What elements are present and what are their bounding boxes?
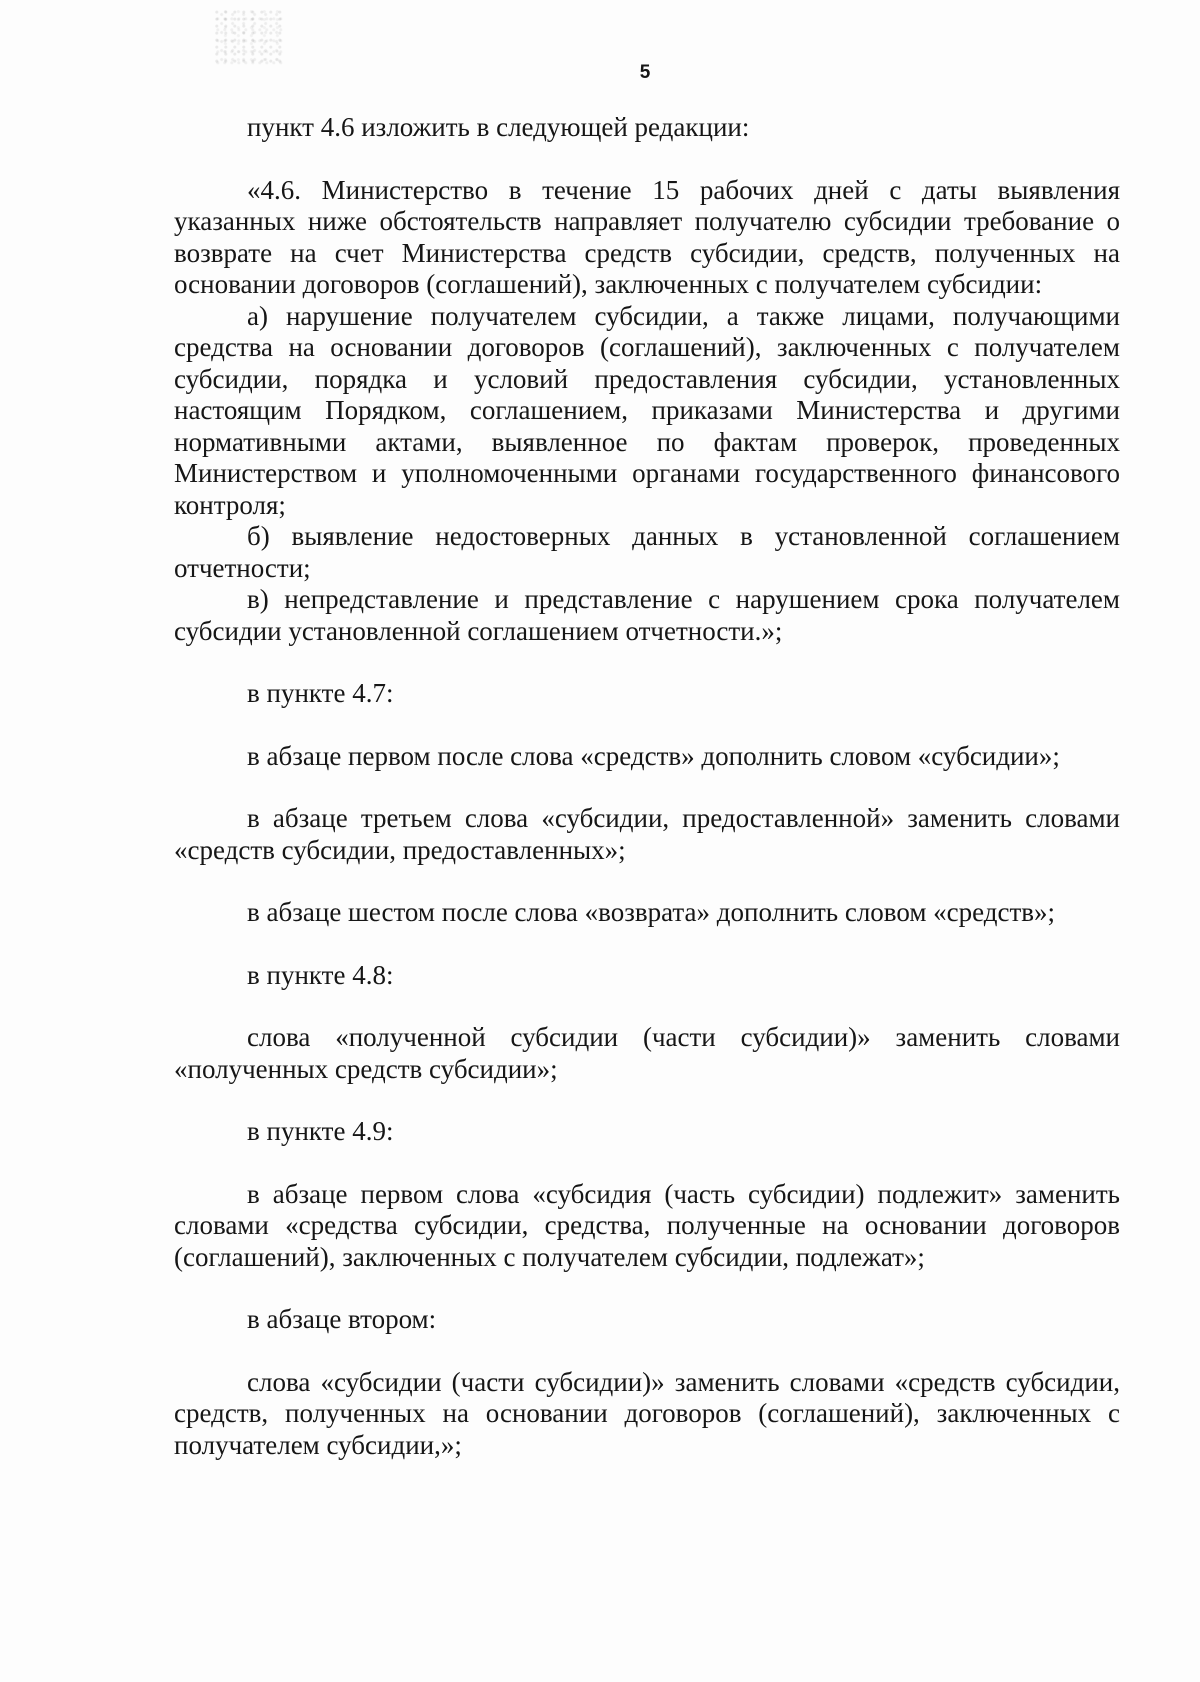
paragraph-point-4-7: в пункте 4.7:	[247, 678, 394, 708]
paragraph-4-9-second-heading: в абзаце втором:	[247, 1304, 437, 1334]
paragraph-4-8-text: слова «полученной субсидии (части субсидии)» заменить словами «полученных средств субсидии»;	[174, 1022, 1120, 1084]
page-number: 5	[639, 62, 651, 83]
paragraph-4-7-sixth: в абзаце шестом после слова «возврата» дополнить словом «средств»;	[247, 897, 1056, 927]
paragraph-4-9-second-text: слова «субсидии (части субсидии)» заменить словами «средств субсидии, средств, полученных на основании договоров (соглашений), заключенных с получателем субсидии,»;	[174, 1366, 1120, 1460]
paragraph-4-9-first: в абзаце первом слова «субсидия (часть субсидии) подлежит» заменить словами «средства субсидии, средства, полученные на основании договоров (соглашений), заключенных с получателем субсидии, подлежат»;	[174, 1178, 1120, 1272]
paragraph-item-a: а) нарушение получателем субсидии, а также лицами, получающими средства на основании договоров (соглашений), заключенных с получателем субсидии, порядка и условий предоставления субсидии, установленных настоящим Порядком, соглашением, приказами Министерства и другими нормативными актами, выявленное по фактам проверок, проведенных Министерством и уполномоченными органами государственного финансового контроля;	[174, 300, 1120, 520]
paragraph-intro-4-6: пункт 4.6 изложить в следующей редакции:	[247, 112, 750, 142]
paragraph-item-v: в) непредставление и представление с нарушением срока получателем субсидии установленной соглашением отчетности.»;	[174, 584, 1120, 646]
paragraph-point-4-9: в пункте 4.9:	[247, 1116, 394, 1146]
paragraph-4-6-text: «4.6. Министерство в течение 15 рабочих дней с даты выявления указанных ниже обстоятельств направляет получателю субсидии требование о возврате на счет Министерства средств субсидии, средств, полученных на основании договоров (соглашений), заключенных с получателем субсидии:	[174, 174, 1120, 299]
paragraph-point-4-8: в пункте 4.8:	[247, 959, 394, 990]
paragraph-4-7-third: в абзаце третьем слова «субсидии, предоставленной» заменить словами «средств субсидии, предоставленных»;	[174, 803, 1120, 865]
scan-artifact	[215, 10, 285, 65]
paragraph-4-7-first: в абзаце первом после слова «средств» дополнить словом «субсидии»;	[247, 740, 1060, 771]
paragraph-item-b: б) выявление недостоверных данных в установленной соглашением отчетности;	[174, 521, 1120, 583]
document-body	[174, 112, 1120, 1461]
